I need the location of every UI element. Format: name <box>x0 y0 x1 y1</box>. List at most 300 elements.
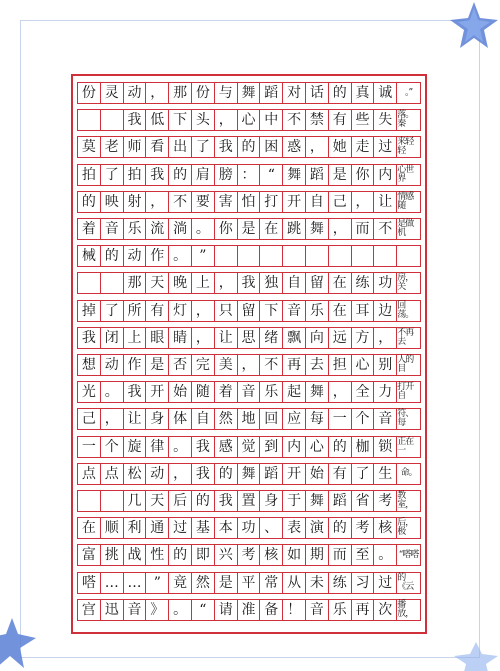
grid-cell: 不 <box>374 219 397 239</box>
grid-row <box>77 300 421 322</box>
grid-cell: 低 <box>146 110 169 130</box>
grid-cell: 过 <box>169 518 192 538</box>
grid-cell: 蹈 <box>260 83 283 103</box>
grid-cell: 未 <box>306 573 329 593</box>
grid-row <box>77 245 421 267</box>
grid-cell: 让 <box>215 328 238 348</box>
grid-cell: 点 <box>78 464 101 484</box>
grid-cell: 而 <box>329 545 352 565</box>
grid-cell: 始 <box>306 464 329 484</box>
grid-cell: 。” <box>405 87 413 98</box>
grid-cell: 核 <box>374 518 397 538</box>
grid-cell: 不 <box>260 355 283 375</box>
grid-cell: ， <box>192 301 215 321</box>
grid-cell: 考 <box>352 518 375 538</box>
grid-cell: ， <box>169 464 192 484</box>
grid-cell: 灵 <box>101 83 124 103</box>
grid-cell: 战 <box>124 545 147 565</box>
grid-cell: 晚 <box>169 273 192 293</box>
grid-cell: 掉 <box>78 301 101 321</box>
grid-cell: 看 <box>146 137 169 157</box>
grid-cell: 去 <box>306 355 329 375</box>
grid-cell: 灯 <box>169 301 192 321</box>
grid-cell: 开 <box>146 382 169 402</box>
grid-cell: 的《云 <box>397 572 414 592</box>
grid-cell: 人的目 <box>397 355 414 374</box>
grid-cell: 我 <box>215 137 238 157</box>
grid-cell: 回 <box>260 409 283 429</box>
grid-cell: 迅 <box>101 600 124 620</box>
grid-cell: 乐 <box>260 382 283 402</box>
grid-cell: 舞 <box>306 219 329 239</box>
grid-cell: 演 <box>306 518 329 538</box>
grid-cell: 几 <box>124 491 147 511</box>
grid-cell: 打 <box>260 192 283 212</box>
grid-cell: 的 <box>169 545 192 565</box>
grid-cell: 舞 <box>238 464 261 484</box>
grid-cell: 旋 <box>124 437 147 457</box>
grid-cell: 回荡。 <box>397 300 414 320</box>
grid-row <box>77 490 421 512</box>
grid-cell: 准 <box>238 600 261 620</box>
grid-cell: 生 <box>374 464 397 484</box>
grid-cell: 我 <box>215 491 238 511</box>
grid-cell: 请 <box>215 600 238 620</box>
grid-cell: 走 <box>352 137 375 157</box>
grid-cell: 考 <box>374 491 397 511</box>
grid-cell: 的 <box>329 437 352 457</box>
grid-cell: 我 <box>146 165 169 185</box>
grid-cell: 留 <box>238 301 261 321</box>
grid-cell: 教室， <box>397 491 414 510</box>
grid-cell: “嗒嗒 <box>398 549 419 560</box>
grid-cell: ， <box>329 382 352 402</box>
grid-cell: 是 <box>215 573 238 593</box>
grid-cell: 让 <box>124 409 147 429</box>
grid-cell: 内 <box>374 165 397 185</box>
grid-cell: 让 <box>374 192 397 212</box>
grid-cell: 我 <box>238 273 261 293</box>
grid-cell: 不 <box>169 192 192 212</box>
grid-cell: 眼 <box>146 328 169 348</box>
grid-cell: 失 <box>374 110 397 130</box>
grid-cell: 你 <box>215 219 238 239</box>
grid-cell: 如 <box>283 545 306 565</box>
grid-cell: 己 <box>78 409 101 429</box>
grid-cell: 绪 <box>260 328 283 348</box>
grid-cell: 乐 <box>124 219 147 239</box>
grid-cell: 不 <box>283 110 306 130</box>
grid-cell: 心 <box>238 110 261 130</box>
grid-cell: 过 <box>374 573 397 593</box>
grid-cell: 担 <box>329 355 352 375</box>
grid-cell: 是做机 <box>397 219 414 238</box>
grid-cell: 而 <box>352 219 375 239</box>
grid-cell: 惑 <box>283 137 306 157</box>
grid-cell: 性 <box>146 545 169 565</box>
grid-cell: 出 <box>169 137 192 157</box>
grid-cell: 耳 <box>352 301 375 321</box>
grid-cell: 膀 <box>215 165 238 185</box>
grid-cell: 方 <box>352 328 375 348</box>
grid-cell: 练 <box>352 273 375 293</box>
grid-cell: 应 <box>283 409 306 429</box>
grid-cell: 己 <box>329 192 352 212</box>
grid-cell: 射 <box>124 192 147 212</box>
grid-cell: 了 <box>101 301 124 321</box>
grid-cell: 械 <box>78 246 101 266</box>
grid-cell: 要 <box>192 192 215 212</box>
grid-cell: 舞 <box>306 382 329 402</box>
grid-cell: 。 <box>374 545 397 565</box>
grid-cell: 独 <box>260 273 283 293</box>
grid-cell: 飘 <box>283 328 306 348</box>
grid-cell: 后，极 <box>397 518 414 538</box>
grid-cell: 动 <box>146 464 169 484</box>
grid-cell: 再 <box>352 600 375 620</box>
grid-cell: 核 <box>260 545 283 565</box>
grid-cell: 身 <box>146 409 169 429</box>
grid-cell: 完 <box>192 355 215 375</box>
grid-cell: ” <box>146 573 169 593</box>
grid-cell: 律 <box>146 437 169 457</box>
grid-cell: 点 <box>101 464 124 484</box>
grid-cell: 一 <box>329 409 352 429</box>
grid-cell: 舞 <box>283 165 306 185</box>
grid-cell: 体 <box>169 409 192 429</box>
grid-cell: 功 <box>374 273 397 293</box>
grid-cell: 。 <box>192 219 215 239</box>
grid-row <box>77 381 421 403</box>
grid-cell: 的 <box>78 192 101 212</box>
grid-cell: 是 <box>238 219 261 239</box>
grid-cell: 的 <box>329 83 352 103</box>
grid-cell: 次 <box>374 600 397 620</box>
grid-cell: 的 <box>215 464 238 484</box>
grid-cell: 有 <box>329 110 352 130</box>
grid-cell: 天 <box>146 491 169 511</box>
grid-row <box>77 517 421 539</box>
grid-cell: 音 <box>283 301 306 321</box>
grid-cell <box>352 246 375 266</box>
grid-cell: 作 <box>146 246 169 266</box>
grid-cell: 基 <box>192 518 215 538</box>
grid-cell <box>374 246 397 266</box>
grid-cell: 蹈 <box>306 165 329 185</box>
grid-cell: 挑 <box>101 545 124 565</box>
grid-cell: ， <box>352 192 375 212</box>
grid-cell <box>78 110 101 130</box>
grid-cell: 自 <box>283 273 306 293</box>
grid-cell: 枷 <box>352 437 375 457</box>
grid-cell: ， <box>215 273 238 293</box>
grid-cell: 后 <box>169 491 192 511</box>
grid-cell <box>78 273 101 293</box>
grid-cell: 一 <box>78 437 101 457</box>
grid-cell: 到 <box>260 437 283 457</box>
grid-cell: 心 <box>306 437 329 457</box>
grid-cell: 些 <box>352 110 375 130</box>
grid-cell: 所 <box>124 301 147 321</box>
grid-cell: 流 <box>146 219 169 239</box>
grid-cell: 有 <box>146 301 169 321</box>
grid-cell: 的 <box>329 518 352 538</box>
grid-row <box>77 572 421 594</box>
grid-cell: 然 <box>192 573 215 593</box>
grid-cell: ， <box>374 328 397 348</box>
grid-cell: 我 <box>192 464 215 484</box>
grid-cell: 本 <box>215 518 238 538</box>
grid-cell: 。 <box>169 600 192 620</box>
grid-cell <box>283 246 306 266</box>
grid-cell: 动 <box>124 246 147 266</box>
grid-cell: 至 <box>352 545 375 565</box>
grid-cell: 怕 <box>238 192 261 212</box>
grid-cell: 了 <box>101 165 124 185</box>
grid-cell: 真 <box>352 83 375 103</box>
grid-cell: 习 <box>352 573 375 593</box>
grid-cell: 常 <box>260 573 283 593</box>
grid-cell: 上 <box>124 328 147 348</box>
grid-row <box>77 327 421 349</box>
grid-cell: ： <box>238 165 261 185</box>
grid-cell: 动 <box>124 83 147 103</box>
grid-cell: 我 <box>124 110 147 130</box>
grid-cell: 个 <box>101 437 124 457</box>
grid-cell: ， <box>101 409 124 429</box>
grid-cell: 起 <box>283 382 306 402</box>
grid-row <box>77 599 421 621</box>
grid-row <box>77 218 421 240</box>
grid-cell: 那 <box>169 83 192 103</box>
grid-cell: ， <box>146 192 169 212</box>
grid-cell: 松 <box>124 464 147 484</box>
grid-cell: 置 <box>238 491 261 511</box>
grid-cell: 感 <box>215 437 238 457</box>
grid-cell: 映 <box>101 192 124 212</box>
grid-cell: 是 <box>146 355 169 375</box>
grid-cell: 了 <box>352 464 375 484</box>
grid-cell: 的 <box>101 246 124 266</box>
grid-cell: 美 <box>215 355 238 375</box>
grid-cell: 想 <box>78 355 101 375</box>
grid-cell: 拍 <box>124 165 147 185</box>
grid-cell: 肩 <box>192 165 215 185</box>
grid-cell: 命。 <box>400 468 417 479</box>
grid-cell: 别 <box>374 355 397 375</box>
grid-cell <box>260 246 283 266</box>
grid-cell: 身 <box>260 491 283 511</box>
grid-cell: 头 <box>192 110 215 130</box>
grid-cell: … <box>124 573 147 593</box>
grid-row <box>77 354 421 376</box>
grid-cell: 力 <box>374 382 397 402</box>
grid-cell: 光 <box>78 382 101 402</box>
grid-cell: 即 <box>192 545 215 565</box>
grid-cell: 话 <box>306 83 329 103</box>
grid-cell: 莫 <box>78 137 101 157</box>
grid-cell: 着 <box>215 382 238 402</box>
grid-cell: 备 <box>260 600 283 620</box>
grid-cell: 打开自 <box>397 382 414 402</box>
grid-cell: 自 <box>306 192 329 212</box>
grid-cell: 有 <box>329 464 352 484</box>
grid-cell: “ <box>192 600 215 620</box>
grid-cell: 乐 <box>306 301 329 321</box>
star-decoration-bottom-right <box>446 640 500 671</box>
grid-cell: 份 <box>192 83 215 103</box>
star-decoration-bottom-left <box>0 614 40 671</box>
grid-cell: 锁 <box>374 437 397 457</box>
grid-cell: 播放， <box>397 599 414 619</box>
grid-cell: ， <box>238 355 261 375</box>
grid-cell <box>329 246 352 266</box>
grid-cell <box>306 246 329 266</box>
grid-cell: 向 <box>306 328 329 348</box>
grid-cell: 然 <box>215 409 238 429</box>
grid-cell: 音 <box>306 600 329 620</box>
grid-cell: 开 <box>283 464 306 484</box>
grid-cell: 通 <box>146 518 169 538</box>
grid-cell: 来轻轻 <box>397 137 414 157</box>
grid-cell: 在 <box>260 219 283 239</box>
grid-cell: ” <box>192 246 215 266</box>
grid-cell: 兴 <box>215 545 238 565</box>
grid-cell: 觉 <box>238 437 261 457</box>
grid-cell: 心 <box>352 355 375 375</box>
grid-row <box>77 109 421 131</box>
grid-cell: 蹈 <box>329 491 352 511</box>
grid-cell: 与 <box>215 83 238 103</box>
grid-cell: 下 <box>260 301 283 321</box>
composition-grid-sheet <box>71 74 427 634</box>
grid-cell: 对 <box>283 83 306 103</box>
grid-cell: 害 <box>215 192 238 212</box>
grid-cell: 的 <box>169 165 192 185</box>
grid-cell: 、 <box>260 518 283 538</box>
grid-cell: 份 <box>78 83 101 103</box>
grid-cell: 富 <box>78 545 101 565</box>
grid-cell <box>101 273 124 293</box>
grid-cell: 是 <box>329 165 352 185</box>
grid-cell: 远 <box>329 328 352 348</box>
grid-cell: 从 <box>283 573 306 593</box>
grid-cell: 音 <box>101 219 124 239</box>
grid-cell <box>215 246 238 266</box>
grid-row <box>77 408 421 430</box>
grid-cell: 始 <box>169 382 192 402</box>
grid-cell <box>101 110 124 130</box>
grid-cell: 宫 <box>78 600 101 620</box>
grid-cell: 舞 <box>238 83 261 103</box>
grid-row <box>77 272 421 294</box>
grid-cell: ， <box>192 328 215 348</box>
grid-cell: 天 <box>146 273 169 293</box>
grid-cell: ！ <box>283 600 306 620</box>
grid-cell: 蹈 <box>260 464 283 484</box>
grid-cell: 过 <box>374 137 397 157</box>
grid-cell: 省 <box>352 491 375 511</box>
grid-row <box>77 191 421 213</box>
grid-cell: 期 <box>306 545 329 565</box>
grid-cell: 。 <box>169 437 192 457</box>
grid-cell: 动 <box>101 355 124 375</box>
grid-cell: 舞 <box>306 491 329 511</box>
grid-cell: 音 <box>374 409 397 429</box>
grid-cell: 个 <box>352 409 375 429</box>
grid-cell: 老 <box>101 137 124 157</box>
grid-cell: 。 <box>101 382 124 402</box>
grid-cell: 她 <box>329 137 352 157</box>
grid-cell: 于 <box>283 491 306 511</box>
grid-cell: “ <box>260 165 283 185</box>
grid-row <box>77 436 421 458</box>
grid-cell: 情感随 <box>397 191 414 211</box>
grid-cell <box>78 491 101 511</box>
grid-cell: 竟 <box>169 573 192 593</box>
grid-cell <box>238 246 261 266</box>
grid-cell: 顺 <box>101 518 124 538</box>
grid-cell: 全 <box>352 382 375 402</box>
grid-row <box>77 463 421 485</box>
grid-cell: 我 <box>192 437 215 457</box>
grid-cell: ， <box>215 110 238 130</box>
grid-cell: 乐 <box>329 600 352 620</box>
grid-cell: 否 <box>169 355 192 375</box>
grid-cell: 开 <box>283 192 306 212</box>
grid-cell: 表 <box>283 518 306 538</box>
grid-cell: 每 <box>306 409 329 429</box>
grid-cell: 随 <box>192 382 215 402</box>
grid-cell: 嗒 <box>78 573 101 593</box>
grid-cell: 。 <box>169 246 192 266</box>
grid-cell: 练 <box>329 573 352 593</box>
grid-cell: … <box>101 573 124 593</box>
grid-cell: 诚 <box>374 83 397 103</box>
grid-cell: 淌 <box>169 219 192 239</box>
grid-cell: 音 <box>124 600 147 620</box>
grid-cell: 只 <box>215 301 238 321</box>
grid-cell: 正在一 <box>397 436 414 456</box>
grid-cell: 禁 <box>306 110 329 130</box>
grid-cell: 利 <box>124 518 147 538</box>
grid-cell: 上 <box>192 273 215 293</box>
grid-cell: 再 <box>283 355 306 375</box>
grid-cell: 那 <box>124 273 147 293</box>
grid-cell: 不再去 <box>397 327 414 347</box>
grid-cell: 闭 <box>101 328 124 348</box>
grid-cell: 下 <box>169 110 192 130</box>
grid-cell: 留 <box>306 273 329 293</box>
grid-cell: 》 <box>146 600 169 620</box>
grid-cell: 在 <box>78 518 101 538</box>
grid-cell: 我 <box>78 328 101 348</box>
grid-cell: 着 <box>78 219 101 239</box>
grid-cell: ， <box>306 137 329 157</box>
grid-cell: 落。秦 <box>397 110 414 130</box>
grid-cell: 内 <box>283 437 306 457</box>
grid-cell: 在 <box>329 273 352 293</box>
grid-cell: 的 <box>192 491 215 511</box>
grid-cell: 考 <box>238 545 261 565</box>
grid-cell: ， <box>146 83 169 103</box>
grid-cell: 拍 <box>78 165 101 185</box>
grid-cell: 中 <box>260 110 283 130</box>
grid-cell: 跳 <box>283 219 306 239</box>
grid-cell: 师 <box>124 137 147 157</box>
grid-cell: ， <box>329 219 352 239</box>
grid-cell: 音 <box>238 382 261 402</box>
